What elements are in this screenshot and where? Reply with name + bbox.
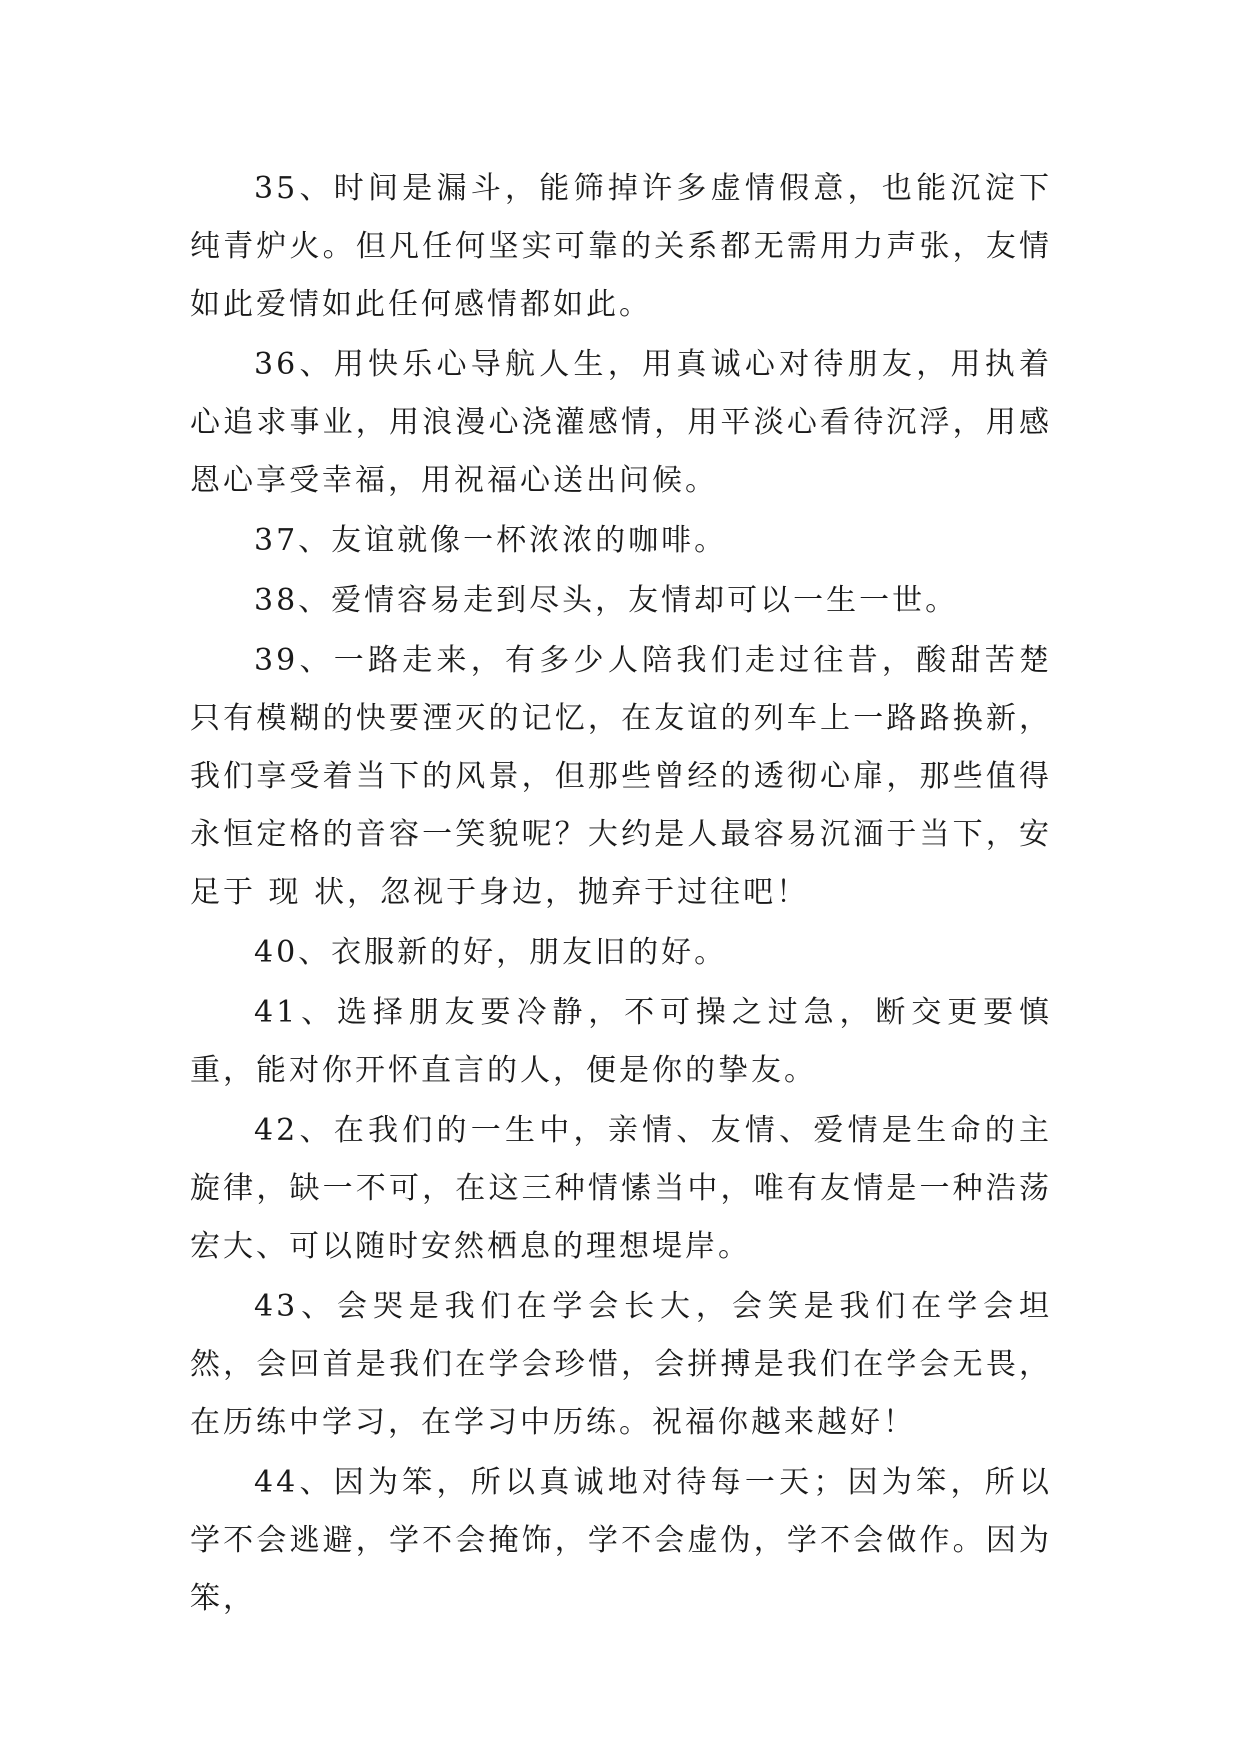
- paragraph-39: 39、一路走来，有多少人陪我们走过往昔，酸甜苦楚只有模糊的快要湮灭的记忆，在友谊的列车上一路路换新，我们享受着当下的风景，但那些曾经的透彻心扉，那些值得永恒定格的音容一笑貌呢？大约是人最容易沉湎于当下，安足于 现 状，忽视于身边，抛弃于过往吧！: [190, 643, 1052, 910]
- document-body: [190, 160, 1052, 1630]
- paragraph-42: 42、在我们的一生中，亲情、友情、爱情是生命的主旋律，缺一不可，在这三种情愫当中，唯有友情是一种浩荡宏大、可以随时安然栖息的理想堤岸。: [190, 1113, 1052, 1264]
- paragraph-44: 44、因为笨，所以真诚地对待每一天；因为笨，所以学不会逃避，学不会掩饰，学不会虚伪，学不会做作。因为笨，: [190, 1465, 1052, 1616]
- paragraph-37: 37、友谊就像一杯浓浓的咖啡。: [254, 523, 728, 558]
- paragraph-38: 38、爱情容易走到尽头，友情却可以一生一世。: [254, 583, 959, 618]
- paragraph-40: 40、衣服新的好，朋友旧的好。: [254, 935, 728, 970]
- paragraph-43: 43、会哭是我们在学会长大，会笑是我们在学会坦然，会回首是我们在学会珍惜，会拼搏是我们在学会无畏，在历练中学习，在学习中历练。祝福你越来越好！: [190, 1289, 1052, 1440]
- paragraph-41: 41、选择朋友要冷静，不可操之过急，断交更要慎重，能对你开怀直言的人，便是你的挚友。: [190, 995, 1052, 1088]
- paragraph-36: 36、用快乐心导航人生，用真诚心对待朋友，用执着心追求事业，用浪漫心浇灌感情，用平淡心看待沉浮，用感恩心享受幸福，用祝福心送出问候。: [190, 347, 1052, 498]
- paragraph-35: 35、时间是漏斗，能筛掉许多虚情假意，也能沉淀下纯青炉火。但凡任何坚实可靠的关系都无需用力声张，友情如此爱情如此任何感情都如此。: [190, 171, 1052, 322]
